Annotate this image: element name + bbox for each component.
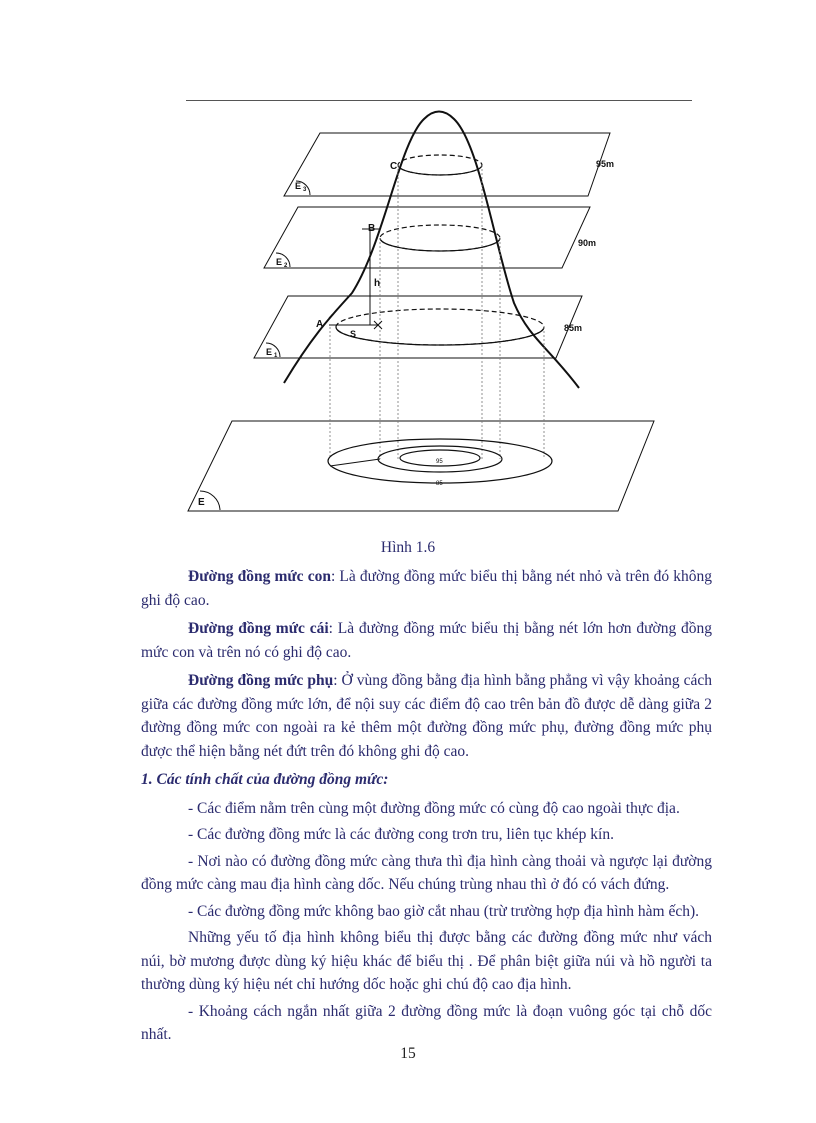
para-con [141,565,712,612]
label-e3-sub: 3 [303,187,307,193]
plane-e1 [254,296,582,358]
header-rule [186,100,692,101]
label-a: A [316,319,324,330]
label-contour-85: 85 [436,481,443,487]
para-cai-text: : Là đường đồng mức biểu thị bằng nét lớn hơn đường đồng mức con và trên nó có ghi độ cao. [141,620,712,661]
label-h: h [374,278,381,289]
label-e2: E [276,257,283,267]
label-contour-95: 95 [436,459,443,465]
term-cai: Đường đồng mức cái [188,620,329,637]
label-c: C [390,161,398,172]
contour-figure [184,103,694,518]
para-phu-text: : Ở vùng đồng bằng địa hình bằng phẳng vì vậy khoảng cách giữa các đường đồng mức lớn, để nội suy các điểm độ cao trên bản đồ được dễ dàng giữa 2 đường đồng mức con ngoài ra kẻ thêm một đường đồng mức phụ, đường đồng mức phụ được thể hiện bằng nét đứt trên đó không ghi độ cao. [141,672,712,760]
para-cai [141,617,712,664]
body-text [141,565,712,1050]
projection-lines [330,165,544,459]
plane-e2 [264,207,590,268]
plane-e3 [284,133,610,196]
contour-slope-line [330,459,380,466]
list-item: - Khoảng cách ngắn nhất giữa 2 đường đồng mức là đoạn vuông góc tại chỗ dốc nhất. [141,1002,712,1043]
para-con-text: : Là đường đồng mức biểu thị bằng nét nhỏ và trên đó không ghi độ cao. [141,568,712,609]
list-item: - Các đường đồng mức không bao giờ cắt nhau (trừ trường hợp địa hình hàm ếch). [188,902,700,920]
list-item: - Các đường đồng mức là các đường cong trơn tru, liên tục khép kín. [188,826,614,843]
label-e3: E [295,181,302,191]
label-b: B [368,223,376,234]
label-85m: 85m [564,323,583,333]
label-s: S [350,329,357,339]
section-95-front [398,165,482,175]
term-con: Đường đồng mức con [188,568,331,585]
label-e1: E [266,347,273,357]
mountain-profile [284,112,579,389]
label-e: E [198,497,205,508]
page-number: 15 [400,1045,416,1062]
label-e1-sub: 1 [274,353,278,359]
para-phu [141,669,712,763]
term-phu: Đường đồng mức phụ [188,672,334,689]
section-heading: 1. Các tính chất của đường đồng mức: [141,771,389,788]
list-item: - Các điểm nằm trên cùng một đường đồng mức có cùng độ cao ngoài thực địa. [188,799,680,817]
list-item: Những yếu tố địa hình không biểu thị được bằng các đường đồng mức như vách núi, bờ mương được dùng ký hiệu khác để biểu thị . Để phân biệt giữa núi và hồ người ta thường dùng ký hiệu nét chỉ hướng dốc hoặc ghi chú độ cao địa hình. [141,929,712,993]
label-95m: 95m [596,159,615,169]
figure-caption: Hình 1.6 [380,539,436,556]
label-e2-sub: 2 [284,263,288,269]
list-item: - Nơi nào có đường đồng mức càng thưa thì địa hình càng thoải và ngược lại đường đồng mức càng mau địa hình càng dốc. Nếu chúng trùng nhau thì ở đó có vách đứng. [141,852,712,893]
plane-e [188,421,654,511]
section-85-front [336,327,544,345]
label-90m: 90m [578,238,597,248]
